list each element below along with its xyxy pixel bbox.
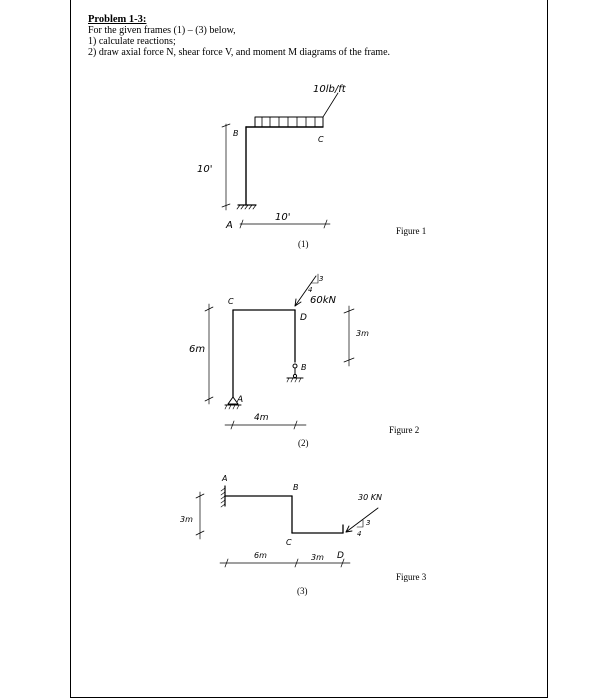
fig3-load-arrowhead: [346, 526, 352, 532]
fig2-width-label: 4m: [254, 413, 269, 423]
fig2-node-b: B: [301, 363, 307, 372]
fig3-slope-a: 3: [366, 519, 371, 527]
fig1-number: (1): [298, 239, 309, 249]
fig3-width2-label: 3m: [311, 553, 324, 562]
fig1-node-a: A: [226, 220, 233, 231]
fig3-load-label: 30 KN: [358, 493, 382, 502]
fig3-node-c: C: [286, 538, 292, 547]
figure-1: [197, 84, 426, 249]
fig1-support-hatch: [237, 205, 256, 209]
fig2-pin-b: [293, 364, 297, 368]
fig1-caption: Figure 1: [396, 226, 427, 236]
fig3-width1-label: 6m: [254, 551, 267, 560]
fig2-height-label: 6m: [189, 344, 206, 355]
fig2-node-c: C: [228, 297, 234, 306]
figure-2: [189, 274, 419, 448]
fig2-support-b-hatch: [287, 378, 301, 382]
fig3-caption: Figure 3: [396, 572, 427, 582]
fig1-width-label: 10': [275, 212, 291, 223]
problem-line-2: 1) calculate reactions;: [88, 36, 176, 47]
fig2-caption: Figure 2: [389, 425, 420, 435]
fig2-number: (2): [298, 438, 309, 448]
fig1-height-label: 10': [197, 164, 213, 175]
problem-line-3: 2) draw axial force N, shear force V, and moment M diagrams of the frame.: [88, 47, 391, 58]
fig1-node-c: C: [318, 135, 324, 144]
fig2-slope-b: 4: [308, 286, 313, 294]
fig3-node-a: A: [222, 474, 228, 483]
problem-line-1: For the given frames (1) – (3) below,: [88, 25, 236, 36]
fig1-load-leader: [323, 93, 338, 117]
fig3-slope-b: 4: [357, 530, 362, 538]
fig2-short-height-label: 3m: [356, 329, 369, 338]
fig2-load-arrowhead: [295, 299, 301, 306]
fig1-node-b: B: [233, 129, 239, 138]
problem-title: Problem 1-3:: [88, 14, 147, 25]
figure-3: [180, 474, 427, 596]
fig2-slope-a: 3: [319, 275, 324, 283]
fig2-node-a: A: [237, 395, 244, 405]
fig2-node-d: D: [300, 313, 307, 323]
fig3-node-d: D: [337, 551, 344, 561]
fig2-support-a-hatch: [225, 405, 239, 409]
fig3-height-label: 3m: [180, 515, 193, 524]
fig2-pin-b-lower: [293, 374, 296, 377]
fig1-load-label: 10lb/ft: [313, 84, 346, 95]
fig1-distributed-load: [255, 117, 323, 127]
fig1-load-arrows: [262, 117, 315, 127]
fig2-load-label: 60kN: [310, 295, 336, 306]
fig3-load-arrow: [346, 508, 378, 532]
fig3-node-b: B: [293, 483, 299, 492]
fig3-number: (3): [297, 586, 308, 596]
